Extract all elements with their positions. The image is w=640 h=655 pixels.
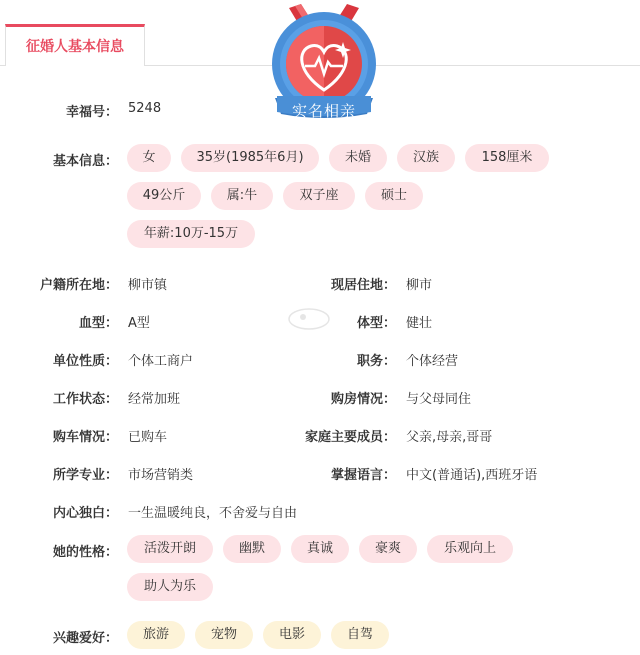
- detail-right-value: 柳市: [406, 278, 433, 293]
- detail-right-label: 体型：: [356, 316, 396, 331]
- personality-tag: 助人为乐: [127, 573, 213, 601]
- detail-left-label: 户籍所在地：: [39, 278, 118, 293]
- personality-tag: 豪爽: [359, 535, 417, 563]
- basic-tag: 未婚: [329, 144, 387, 172]
- detail-left-label: 所学专业：: [52, 468, 118, 483]
- detail-right-value: 健壮: [406, 316, 433, 331]
- hobby-tag: 旅游: [127, 621, 185, 649]
- basic-tag: 属:牛: [211, 182, 273, 210]
- personality-label: 她的性格：: [52, 545, 118, 560]
- hobbies-label: 兴趣爱好：: [52, 631, 118, 646]
- basic-tag: 女: [127, 144, 171, 172]
- hobby-tag: 宠物: [195, 621, 253, 649]
- detail-left-value: 市场营销类: [128, 468, 194, 483]
- basic-tag: 硕士: [365, 182, 423, 210]
- detail-right-label: 职务：: [356, 354, 396, 369]
- detail-right-value: 中文(普通话),西班牙语: [406, 468, 538, 483]
- happy-number-value: 5248: [128, 101, 162, 116]
- detail-left-value: A型: [128, 316, 150, 331]
- detail-left-label: 单位性质：: [52, 354, 118, 369]
- detail-right-label: 购房情况：: [330, 392, 396, 407]
- detail-right-value: 与父母同住: [406, 392, 472, 407]
- detail-right-label: 家庭主要成员：: [304, 430, 396, 445]
- personality-tag: 幽默: [223, 535, 281, 563]
- verified-badge: [267, 4, 381, 124]
- detail-left-value: 经常加班: [128, 392, 181, 407]
- happy-number-label: 幸福号：: [65, 105, 118, 120]
- tab-basic-info[interactable]: 征婚人基本信息: [5, 24, 145, 66]
- detail-right-value: 个体经营: [406, 354, 459, 369]
- personality-tag: 乐观向上: [427, 535, 513, 563]
- badge-label: 实名相亲: [291, 102, 356, 120]
- detail-left-label: 购车情况：: [52, 430, 118, 445]
- personality-tag: 真诚: [291, 535, 349, 563]
- basic-tag: 35岁(1985年6月): [181, 144, 319, 172]
- detail-left-label: 血型：: [78, 316, 118, 331]
- hobby-tag: 电影: [263, 621, 321, 649]
- monologue-label: 内心独白：: [52, 506, 118, 521]
- basic-tag: 双子座: [283, 182, 355, 210]
- hobby-tag: 自驾: [331, 621, 389, 649]
- detail-left-value: 个体工商户: [128, 354, 194, 369]
- basic-tag: 年薪:10万-15万: [127, 220, 255, 248]
- basic-tag: 汉族: [397, 144, 455, 172]
- basic-tag: 49公斤: [127, 182, 201, 210]
- personality-tag: 活泼开朗: [127, 535, 213, 563]
- detail-left-label: 工作状态：: [52, 392, 118, 407]
- detail-right-label: 现居住地：: [330, 278, 396, 293]
- basic-tag: 158厘米: [465, 144, 549, 172]
- detail-right-value: 父亲,母亲,哥哥: [406, 430, 493, 445]
- monologue-value: 一生温暖纯良，不舍爱与自由: [128, 506, 298, 521]
- detail-left-value: 已购车: [128, 430, 168, 445]
- detail-right-label: 掌握语言：: [330, 468, 396, 483]
- detail-left-value: 柳市镇: [128, 278, 168, 293]
- basic-info-label: 基本信息：: [52, 154, 118, 169]
